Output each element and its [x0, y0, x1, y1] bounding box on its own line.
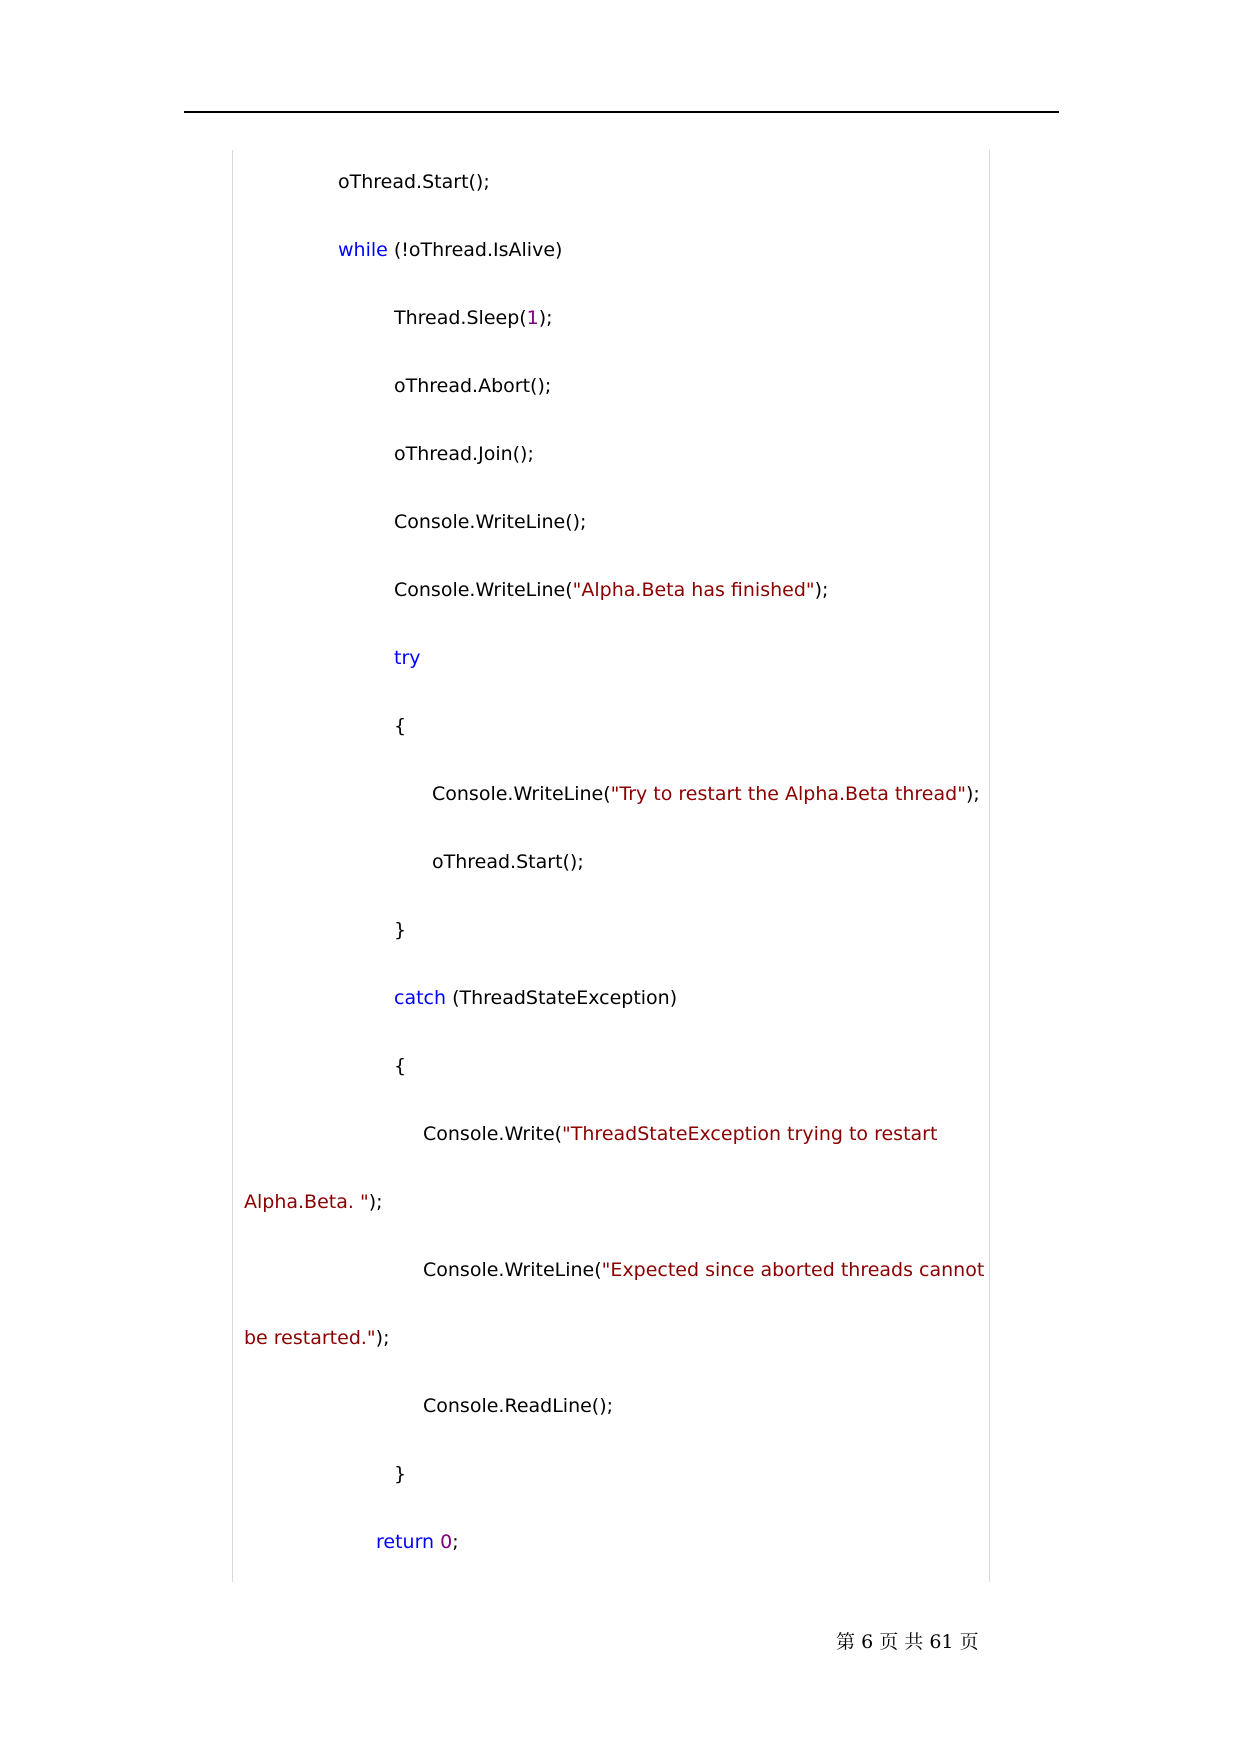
code-line — [423, 1122, 937, 1146]
code-line — [244, 1190, 383, 1214]
code-text: Thread.Sleep( — [394, 307, 527, 329]
code-keyword: try — [394, 647, 421, 669]
code-text: Console.WriteLine( — [423, 1259, 602, 1281]
code-text: { — [394, 1055, 407, 1077]
code-line — [394, 442, 534, 466]
code-string: "Expected since aborted threads cannot — [601, 1259, 985, 1281]
code-line — [394, 1054, 406, 1078]
code-line — [394, 306, 553, 330]
code-line — [394, 1462, 406, 1486]
code-line — [423, 1258, 984, 1282]
code-text: oThread.Start(); — [432, 851, 584, 873]
code-line — [423, 1394, 613, 1418]
code-line — [432, 782, 980, 806]
code-keyword: catch — [394, 987, 447, 1009]
code-text: oThread.Start(); — [338, 171, 490, 193]
code-text: Console.ReadLine(); — [423, 1395, 614, 1417]
code-text: ); — [814, 579, 829, 601]
current-page-number: 6 — [861, 1631, 874, 1653]
code-text: ; — [452, 1531, 459, 1553]
code-line — [376, 1530, 459, 1554]
code-string: be restarted." — [244, 1327, 376, 1349]
code-text: ); — [965, 783, 980, 805]
code-line — [394, 714, 406, 738]
code-string: Alpha.Beta. " — [244, 1191, 369, 1213]
code-text: } — [394, 1463, 407, 1485]
code-text: ); — [538, 307, 553, 329]
code-number: 0 — [440, 1531, 453, 1553]
code-line — [432, 850, 584, 874]
code-text: ); — [375, 1327, 390, 1349]
code-text: Console.WriteLine( — [394, 579, 573, 601]
code-text: (ThreadStateException) — [446, 987, 678, 1009]
total-page-count: 61 — [929, 1631, 954, 1653]
code-line — [244, 1326, 389, 1350]
code-block — [232, 150, 990, 1582]
code-line — [394, 646, 421, 670]
code-line — [394, 918, 406, 942]
code-keyword: return — [376, 1531, 435, 1553]
code-number: 1 — [526, 307, 539, 329]
code-text: oThread.Join(); — [394, 443, 534, 465]
code-text: Console.Write( — [423, 1123, 563, 1145]
code-text: oThread.Abort(); — [394, 375, 552, 397]
footer-ye: 页 — [879, 1631, 899, 1653]
page-footer — [836, 1629, 979, 1655]
code-text: ); — [368, 1191, 383, 1213]
footer-ye-2: 页 — [959, 1631, 979, 1653]
code-keyword: while — [338, 239, 388, 261]
footer-gong: 共 — [904, 1631, 924, 1653]
code-text: (!oThread.IsAlive) — [387, 239, 563, 261]
code-line — [394, 374, 551, 398]
code-text: { — [394, 715, 407, 737]
header-rule — [184, 111, 1059, 113]
code-text: Console.WriteLine(); — [394, 511, 587, 533]
code-line — [394, 986, 677, 1010]
code-line — [338, 238, 562, 262]
code-line — [338, 170, 490, 194]
code-line — [394, 510, 586, 534]
code-string: "Try to restart the Alpha.Beta thread" — [610, 783, 966, 805]
code-text: } — [394, 919, 407, 941]
code-text: Console.WriteLine( — [432, 783, 611, 805]
code-string: "ThreadStateException trying to restart — [562, 1123, 938, 1145]
footer-di: 第 — [836, 1631, 856, 1653]
code-string: "Alpha.Beta has finished" — [572, 579, 815, 601]
code-line — [394, 578, 828, 602]
